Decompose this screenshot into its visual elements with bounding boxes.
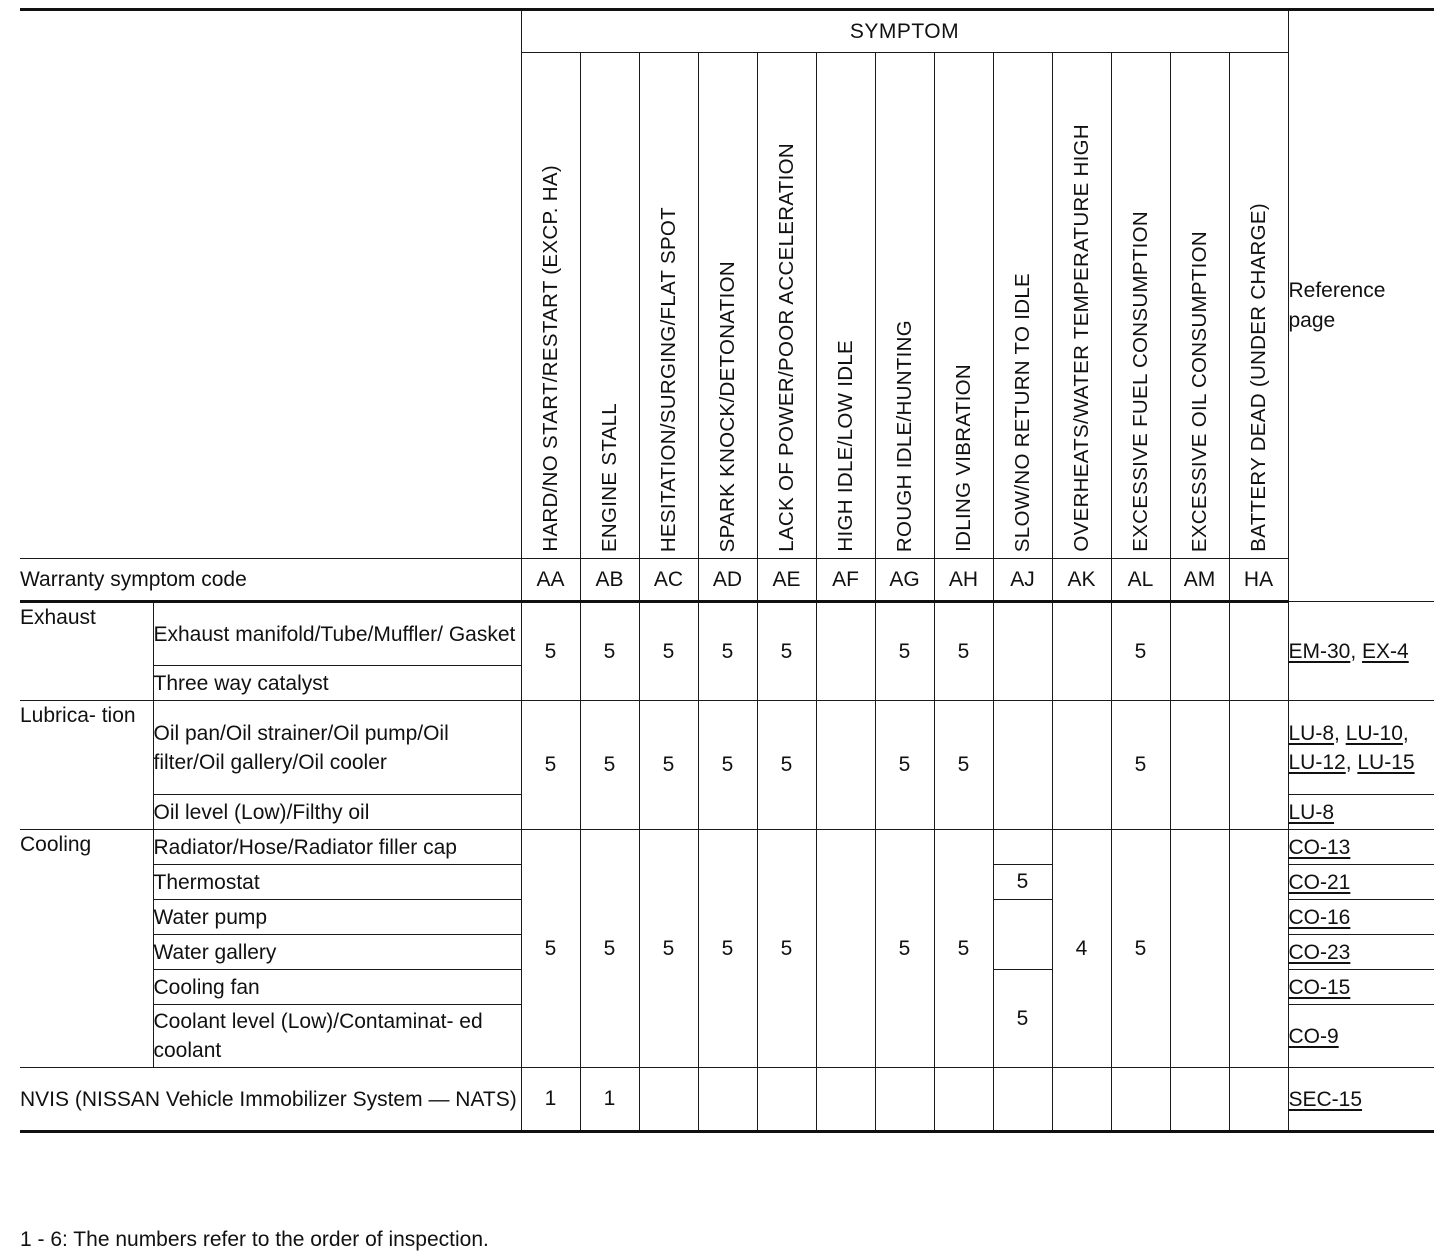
ref-coolant-level bbox=[1288, 1005, 1434, 1068]
nvis-ab: 1 bbox=[580, 1068, 639, 1132]
exhaust-ad: 5 bbox=[698, 602, 757, 701]
exhaust-aa: 5 bbox=[521, 602, 580, 701]
symptom-header-aj bbox=[993, 53, 1052, 559]
ref-water-gallery bbox=[1288, 935, 1434, 970]
exhaust-am bbox=[1170, 602, 1229, 701]
ref-link-co-16[interactable]: CO-16 bbox=[1288, 905, 1351, 929]
symptom-header-am bbox=[1170, 53, 1229, 559]
cool-aj-thermostat: 5 bbox=[993, 865, 1052, 900]
lube-aa: 5 bbox=[521, 701, 580, 830]
ref-link-co-13[interactable]: CO-13 bbox=[1288, 835, 1351, 859]
group-lubrication: Lubrica- tion bbox=[20, 701, 153, 830]
ref-link-co-21[interactable]: CO-21 bbox=[1288, 870, 1351, 894]
symptom-label: IDLING VIBRATION bbox=[951, 364, 975, 552]
symptom-header-af bbox=[816, 53, 875, 559]
symptom-label: OVERHEATS/WATER TEMPERATURE HIGH bbox=[1069, 124, 1093, 552]
ref-lubrication: LU-8, LU-10, LU-12, LU-15 bbox=[1288, 701, 1434, 795]
lube-ab: 5 bbox=[580, 701, 639, 830]
exhaust-af bbox=[816, 602, 875, 701]
warranty-code-ah: AH bbox=[934, 559, 993, 602]
cool-ag: 5 bbox=[875, 830, 934, 1068]
symptom-header-aa bbox=[521, 53, 580, 559]
symptom-header-ac bbox=[639, 53, 698, 559]
ref-link-ex-4[interactable]: EX-4 bbox=[1362, 639, 1409, 663]
corner-cell bbox=[20, 10, 521, 559]
diagnosis-table bbox=[20, 8, 1434, 1133]
cool-ab: 5 bbox=[580, 830, 639, 1068]
ref-radiator bbox=[1288, 830, 1434, 865]
symptom-label: HIGH IDLE/LOW IDLE bbox=[833, 340, 857, 552]
warranty-code-ak: AK bbox=[1052, 559, 1111, 602]
ref-link-sec-15[interactable]: SEC-15 bbox=[1288, 1087, 1363, 1111]
group-cooling: Cooling bbox=[20, 830, 153, 1068]
exhaust-aj bbox=[993, 602, 1052, 701]
nvis-ha bbox=[1229, 1068, 1288, 1132]
lube-am bbox=[1170, 701, 1229, 830]
ref-separator: , bbox=[1350, 639, 1363, 663]
ref-thermostat bbox=[1288, 865, 1434, 900]
cool-ak: 4 bbox=[1052, 830, 1111, 1068]
ref-link-lu-8-oil[interactable]: LU-8 bbox=[1288, 800, 1335, 824]
item-radiator: Radiator/Hose/Radiator filler cap bbox=[153, 830, 521, 865]
item-oil-level: Oil level (Low)/Filthy oil bbox=[153, 795, 521, 830]
symptom-header-ab bbox=[580, 53, 639, 559]
nvis-am bbox=[1170, 1068, 1229, 1132]
symptom-header: SYMPTOM bbox=[521, 10, 1288, 53]
item-cooling-fan: Cooling fan bbox=[153, 970, 521, 1005]
warranty-code-aj: AJ bbox=[993, 559, 1052, 602]
warranty-code-ha: HA bbox=[1229, 559, 1288, 602]
symptom-header-ag bbox=[875, 53, 934, 559]
reference-page-header: Reference page bbox=[1288, 10, 1434, 602]
item-thermostat: Thermostat bbox=[153, 865, 521, 900]
symptom-header-ae bbox=[757, 53, 816, 559]
nvis-al bbox=[1111, 1068, 1170, 1132]
cool-aa: 5 bbox=[521, 830, 580, 1068]
item-water-pump: Water pump bbox=[153, 900, 521, 935]
ref-water-pump bbox=[1288, 900, 1434, 935]
cool-al: 5 bbox=[1111, 830, 1170, 1068]
nvis-ad bbox=[698, 1068, 757, 1132]
symptom-header-ad bbox=[698, 53, 757, 559]
item-coolant-level: Coolant level (Low)/Contaminat- ed coolant bbox=[153, 1005, 521, 1068]
footnote: 1 - 6: The numbers refer to the order of inspection. bbox=[20, 1228, 489, 1251]
exhaust-ha bbox=[1229, 602, 1288, 701]
lube-ha bbox=[1229, 701, 1288, 830]
warranty-code-am: AM bbox=[1170, 559, 1229, 602]
symptom-label: HESITATION/SURGING/FLAT SPOT bbox=[656, 206, 680, 552]
cool-af bbox=[816, 830, 875, 1068]
nvis-ah bbox=[934, 1068, 993, 1132]
nvis-ak bbox=[1052, 1068, 1111, 1132]
lube-ag: 5 bbox=[875, 701, 934, 830]
ref-link-lu-8[interactable]: LU-8 bbox=[1288, 721, 1335, 745]
cool-ad: 5 bbox=[698, 830, 757, 1068]
symptom-label: ROUGH IDLE/HUNTING bbox=[892, 319, 916, 552]
cool-ac: 5 bbox=[639, 830, 698, 1068]
symptom-header-al bbox=[1111, 53, 1170, 559]
symptom-label: LACK OF POWER/POOR ACCELERATION bbox=[774, 143, 798, 552]
lube-ah: 5 bbox=[934, 701, 993, 830]
symptom-label: EXCESSIVE FUEL CONSUMPTION bbox=[1128, 211, 1152, 552]
ref-cooling-fan bbox=[1288, 970, 1434, 1005]
nvis-ae bbox=[757, 1068, 816, 1132]
cool-am bbox=[1170, 830, 1229, 1068]
symptom-label: EXCESSIVE OIL CONSUMPTION bbox=[1187, 230, 1211, 552]
group-exhaust: Exhaust bbox=[20, 602, 153, 701]
ref-link-co-23[interactable]: CO-23 bbox=[1288, 940, 1351, 964]
warranty-code-ac: AC bbox=[639, 559, 698, 602]
ref-oil-level bbox=[1288, 795, 1434, 830]
ref-link-lu-12[interactable]: LU-12 bbox=[1288, 750, 1346, 774]
nvis-aj bbox=[993, 1068, 1052, 1132]
ref-link-em-30[interactable]: EM-30 bbox=[1288, 639, 1351, 663]
exhaust-al: 5 bbox=[1111, 602, 1170, 701]
exhaust-ag: 5 bbox=[875, 602, 934, 701]
nvis-af bbox=[816, 1068, 875, 1132]
symptom-label: SLOW/NO RETURN TO IDLE bbox=[1010, 272, 1034, 552]
warranty-code-ab: AB bbox=[580, 559, 639, 602]
nvis-aa: 1 bbox=[521, 1068, 580, 1132]
warranty-code-af: AF bbox=[816, 559, 875, 602]
item-oil-pan: Oil pan/Oil strainer/Oil pump/Oil filter/Oil gallery/Oil cooler bbox=[153, 701, 521, 795]
cool-aj-pump-gallery bbox=[993, 900, 1052, 970]
exhaust-ak bbox=[1052, 602, 1111, 701]
symptom-header-ah bbox=[934, 53, 993, 559]
cool-ah: 5 bbox=[934, 830, 993, 1068]
cool-ha bbox=[1229, 830, 1288, 1068]
warranty-code-ae: AE bbox=[757, 559, 816, 602]
ref-exhaust bbox=[1288, 602, 1434, 701]
ref-link-co-15[interactable]: CO-15 bbox=[1288, 975, 1351, 999]
item-nvis: NVIS (NISSAN Vehicle Immobilizer System — NATS) bbox=[20, 1068, 521, 1132]
exhaust-ae: 5 bbox=[757, 602, 816, 701]
symptom-label: HARD/NO START/RESTART (EXCP. HA) bbox=[538, 165, 562, 552]
symptom-header-ak bbox=[1052, 53, 1111, 559]
symptom-label: ENGINE STALL bbox=[597, 402, 621, 552]
exhaust-ab: 5 bbox=[580, 602, 639, 701]
lube-ak bbox=[1052, 701, 1111, 830]
cool-aj-radiator bbox=[993, 830, 1052, 865]
symptom-label: SPARK KNOCK/DETONATION bbox=[715, 260, 739, 552]
lube-aj bbox=[993, 701, 1052, 830]
ref-link-lu-15[interactable]: LU-15 bbox=[1357, 750, 1415, 774]
lube-ad: 5 bbox=[698, 701, 757, 830]
symptom-header-ha bbox=[1229, 53, 1288, 559]
exhaust-ac: 5 bbox=[639, 602, 698, 701]
item-three-way-catalyst: Three way catalyst bbox=[153, 666, 521, 701]
item-exhaust-manifold: Exhaust manifold/Tube/Muffler/ Gasket bbox=[153, 602, 521, 666]
warranty-code-ad: AD bbox=[698, 559, 757, 602]
exhaust-ah: 5 bbox=[934, 602, 993, 701]
lube-al: 5 bbox=[1111, 701, 1170, 830]
lube-ac: 5 bbox=[639, 701, 698, 830]
item-water-gallery: Water gallery bbox=[153, 935, 521, 970]
lube-ae: 5 bbox=[757, 701, 816, 830]
ref-nvis bbox=[1288, 1068, 1434, 1132]
ref-link-co-9[interactable]: CO-9 bbox=[1288, 1024, 1339, 1048]
warranty-code-aa: AA bbox=[521, 559, 580, 602]
nvis-ac bbox=[639, 1068, 698, 1132]
lube-af bbox=[816, 701, 875, 830]
cool-aj-fan-coolant: 5 bbox=[993, 970, 1052, 1068]
cool-ae: 5 bbox=[757, 830, 816, 1068]
warranty-code-ag: AG bbox=[875, 559, 934, 602]
warranty-code-al: AL bbox=[1111, 559, 1170, 602]
nvis-ag bbox=[875, 1068, 934, 1132]
symptom-label: BATTERY DEAD (UNDER CHARGE) bbox=[1246, 203, 1270, 552]
ref-link-lu-10[interactable]: LU-10 bbox=[1345, 721, 1403, 745]
warranty-code-label: Warranty symptom code bbox=[20, 559, 521, 602]
